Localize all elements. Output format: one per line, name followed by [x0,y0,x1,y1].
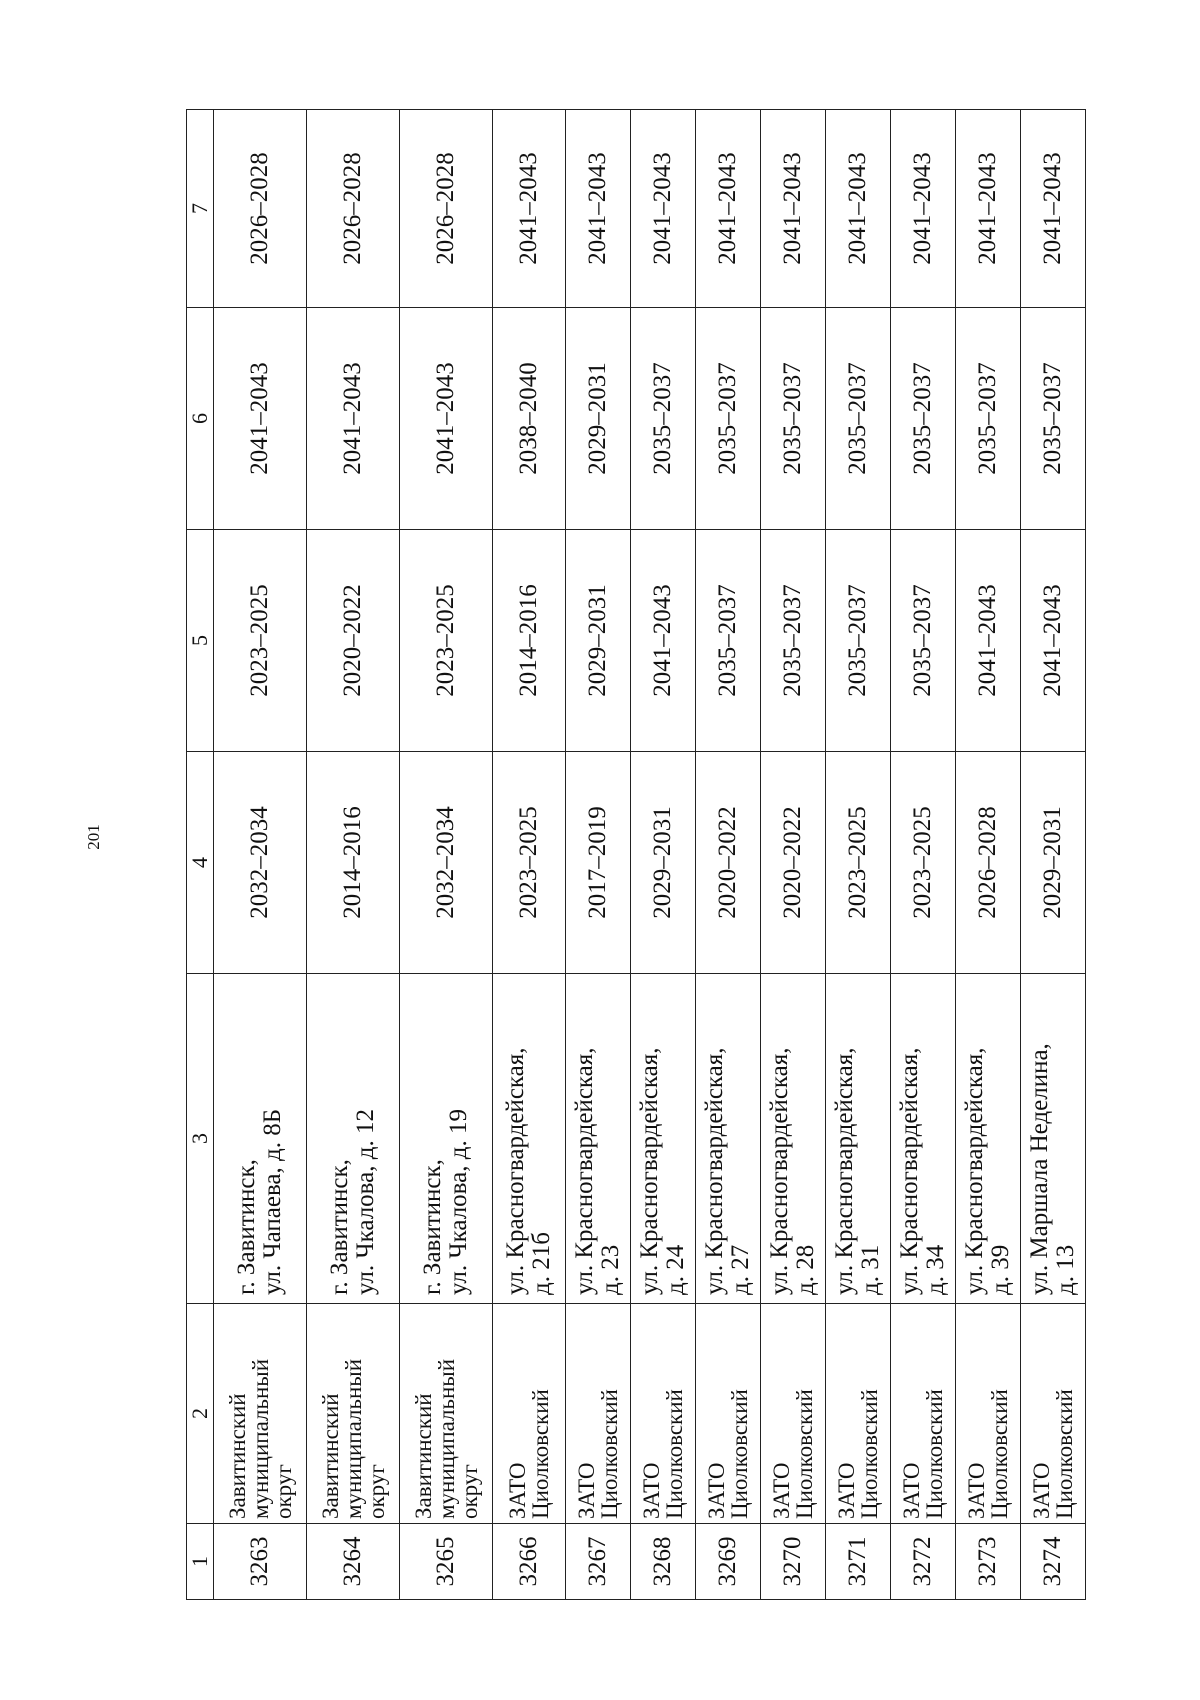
municipality-cell-line: Завитинский [317,1393,343,1519]
period-col5: 2035–2037 [891,530,956,752]
address-cell-line: ул. Чапаева, д. 8Б [259,1108,286,1295]
municipality-cell-line: ЗАТО [1029,1462,1054,1519]
period-col7: 2041–2043 [631,110,696,308]
municipality-cell-line: Циолковский [597,1389,622,1519]
table-row [1021,110,1086,1600]
period-col6: 2035–2037 [761,308,826,530]
address-cell-line: ул. Красногвардейская, [700,1047,728,1295]
municipality-cell [1021,1304,1086,1524]
municipality-cell-line: округ [270,1464,296,1519]
period-col4: 2023–2025 [826,752,891,974]
period-col4: 2032–2034 [400,752,493,974]
municipality-cell-line: ЗАТО [704,1462,729,1519]
address-cell-line: г. Завитинск, [232,1159,260,1295]
address-cell-line: д. 31 [857,1244,884,1295]
municipality-cell [891,1304,956,1524]
period-col5: 2020–2022 [307,530,400,752]
municipality-cell-line: ЗАТО [639,1462,664,1519]
municipality-cell [493,1304,566,1524]
period-col5: 2023–2025 [400,530,493,752]
period-col6: 2041–2043 [307,308,400,530]
address-cell-line: г. Завитинск, [325,1159,353,1295]
column-header: 5 [187,530,214,752]
period-col6: 2035–2037 [631,308,696,530]
table-row [400,110,493,1600]
address-cell [566,974,631,1304]
period-col7: 2026–2028 [214,110,307,308]
address-cell-line: д. 34 [922,1244,949,1295]
period-col4: 2023–2025 [891,752,956,974]
row-number: 3271 [826,1524,891,1600]
municipality-cell-line: ЗАТО [964,1462,989,1519]
municipality-cell-line: ЗАТО [899,1462,924,1519]
municipality-cell-line: ЗАТО [769,1462,794,1519]
address-cell [696,974,761,1304]
municipality-cell [307,1304,400,1524]
period-col6: 2035–2037 [891,308,956,530]
table-row [696,110,761,1600]
municipality-cell [400,1304,493,1524]
table-row [826,110,891,1600]
municipality-cell-line: Циолковский [1052,1389,1077,1519]
schedule-table [186,109,1086,1600]
period-col4: 2014–2016 [307,752,400,974]
municipality-cell [214,1304,307,1524]
municipality-cell-line: Циолковский [662,1389,687,1519]
period-col6: 2029–2031 [566,308,631,530]
row-number: 3264 [307,1524,400,1600]
header-row [187,110,214,1600]
address-cell-line: д. 21б [528,1232,555,1295]
period-col4: 2023–2025 [493,752,566,974]
period-col4: 2017–2019 [566,752,631,974]
period-col5: 2029–2031 [566,530,631,752]
municipality-cell [956,1304,1021,1524]
period-col6: 2041–2043 [214,308,307,530]
municipality-cell-line: ЗАТО [574,1462,599,1519]
period-col5: 2035–2037 [761,530,826,752]
page-number: 201 [84,824,103,850]
row-number: 3270 [761,1524,826,1600]
period-col7: 2041–2043 [761,110,826,308]
municipality-cell-line: Циолковский [922,1389,947,1519]
period-col5: 2035–2037 [696,530,761,752]
period-col5: 2014–2016 [493,530,566,752]
address-cell-line: д. 13 [1052,1244,1079,1295]
municipality-cell-line: округ [363,1464,389,1519]
table-row [566,110,631,1600]
address-cell [761,974,826,1304]
municipality-cell-line: Завитинский [224,1393,250,1519]
period-col7: 2041–2043 [1021,110,1086,308]
column-header: 3 [187,974,214,1304]
table-row [493,110,566,1600]
table-row [761,110,826,1600]
municipality-cell [826,1304,891,1524]
period-col5: 2041–2043 [1021,530,1086,752]
period-col4: 2020–2022 [696,752,761,974]
address-cell [631,974,696,1304]
address-cell [214,974,307,1304]
period-col4: 2026–2028 [956,752,1021,974]
address-cell-line: ул. Красногвардейская, [830,1047,858,1295]
municipality-cell [761,1304,826,1524]
period-col4: 2032–2034 [214,752,307,974]
period-col6: 2035–2037 [696,308,761,530]
table-row [891,110,956,1600]
period-col7: 2041–2043 [566,110,631,308]
address-cell-line: ул. Маршала Неделина, [1025,1043,1053,1295]
address-cell [956,974,1021,1304]
address-cell-line: ул. Красногвардейская, [765,1047,793,1295]
table-row [956,110,1021,1600]
address-cell [493,974,566,1304]
address-cell-line: д. 23 [597,1244,624,1295]
municipality-cell [631,1304,696,1524]
period-col7: 2041–2043 [891,110,956,308]
row-number: 3269 [696,1524,761,1600]
address-cell-line: д. 27 [727,1244,754,1295]
period-col7: 2041–2043 [696,110,761,308]
column-header: 7 [187,110,214,308]
address-cell-line: ул. Красногвардейская, [501,1047,529,1295]
address-cell-line: ул. Красногвардейская, [895,1047,923,1295]
address-cell [1021,974,1086,1304]
period-col6: 2035–2037 [956,308,1021,530]
municipality-cell-line: Циолковский [528,1389,553,1519]
municipality-cell-line: ЗАТО [505,1462,530,1519]
municipality-cell-line: ЗАТО [834,1462,859,1519]
row-number: 3267 [566,1524,631,1600]
column-header: 2 [187,1304,214,1524]
period-col7: 2041–2043 [493,110,566,308]
row-number: 3274 [1021,1524,1086,1600]
address-cell-line: ул. Красногвардейская, [570,1047,598,1295]
row-number: 3268 [631,1524,696,1600]
municipality-cell-line: Циолковский [792,1389,817,1519]
period-col5: 2023–2025 [214,530,307,752]
period-col5: 2041–2043 [956,530,1021,752]
municipality-cell-line: Циолковский [727,1389,752,1519]
table-row [214,110,307,1600]
period-col4: 2029–2031 [1021,752,1086,974]
period-col4: 2020–2022 [761,752,826,974]
column-header: 6 [187,308,214,530]
column-header: 4 [187,752,214,974]
row-number: 3266 [493,1524,566,1600]
period-col4: 2029–2031 [631,752,696,974]
period-col6: 2038–2040 [493,308,566,530]
municipality-cell-line: округ [456,1464,482,1519]
table-body [214,110,1086,1600]
column-header: 1 [187,1524,214,1600]
period-col5: 2041–2043 [631,530,696,752]
address-cell [826,974,891,1304]
period-col7: 2041–2043 [826,110,891,308]
address-cell-line: д. 28 [792,1244,819,1295]
address-cell-line: д. 24 [662,1244,689,1295]
period-col7: 2041–2043 [956,110,1021,308]
municipality-cell-line: муниципальный [247,1358,273,1519]
address-cell-line: д. 39 [987,1244,1014,1295]
period-col6: 2041–2043 [400,308,493,530]
municipality-cell [566,1304,631,1524]
period-col7: 2026–2028 [400,110,493,308]
table-row [631,110,696,1600]
municipality-cell [696,1304,761,1524]
period-col6: 2035–2037 [826,308,891,530]
address-cell-line: ул. Чкалова, д. 12 [352,1109,379,1295]
municipality-cell-line: Циолковский [857,1389,882,1519]
table-row [307,110,400,1600]
row-number: 3272 [891,1524,956,1600]
period-col7: 2026–2028 [307,110,400,308]
municipality-cell-line: Завитинский [410,1393,436,1519]
address-cell-line: ул. Чкалова, д. 19 [445,1109,472,1295]
row-number: 3263 [214,1524,307,1600]
period-col5: 2035–2037 [826,530,891,752]
address-cell [307,974,400,1304]
municipality-cell-line: муниципальный [433,1358,459,1519]
table-container [186,110,1124,1600]
address-cell [891,974,956,1304]
row-number: 3265 [400,1524,493,1600]
municipality-cell-line: Циолковский [987,1389,1012,1519]
period-col6: 2035–2037 [1021,308,1086,530]
address-cell-line: ул. Красногвардейская, [960,1047,988,1295]
row-number: 3273 [956,1524,1021,1600]
address-cell-line: ул. Красногвардейская, [635,1047,663,1295]
address-cell [400,974,493,1304]
address-cell-line: г. Завитинск, [418,1159,446,1295]
municipality-cell-line: муниципальный [340,1358,366,1519]
